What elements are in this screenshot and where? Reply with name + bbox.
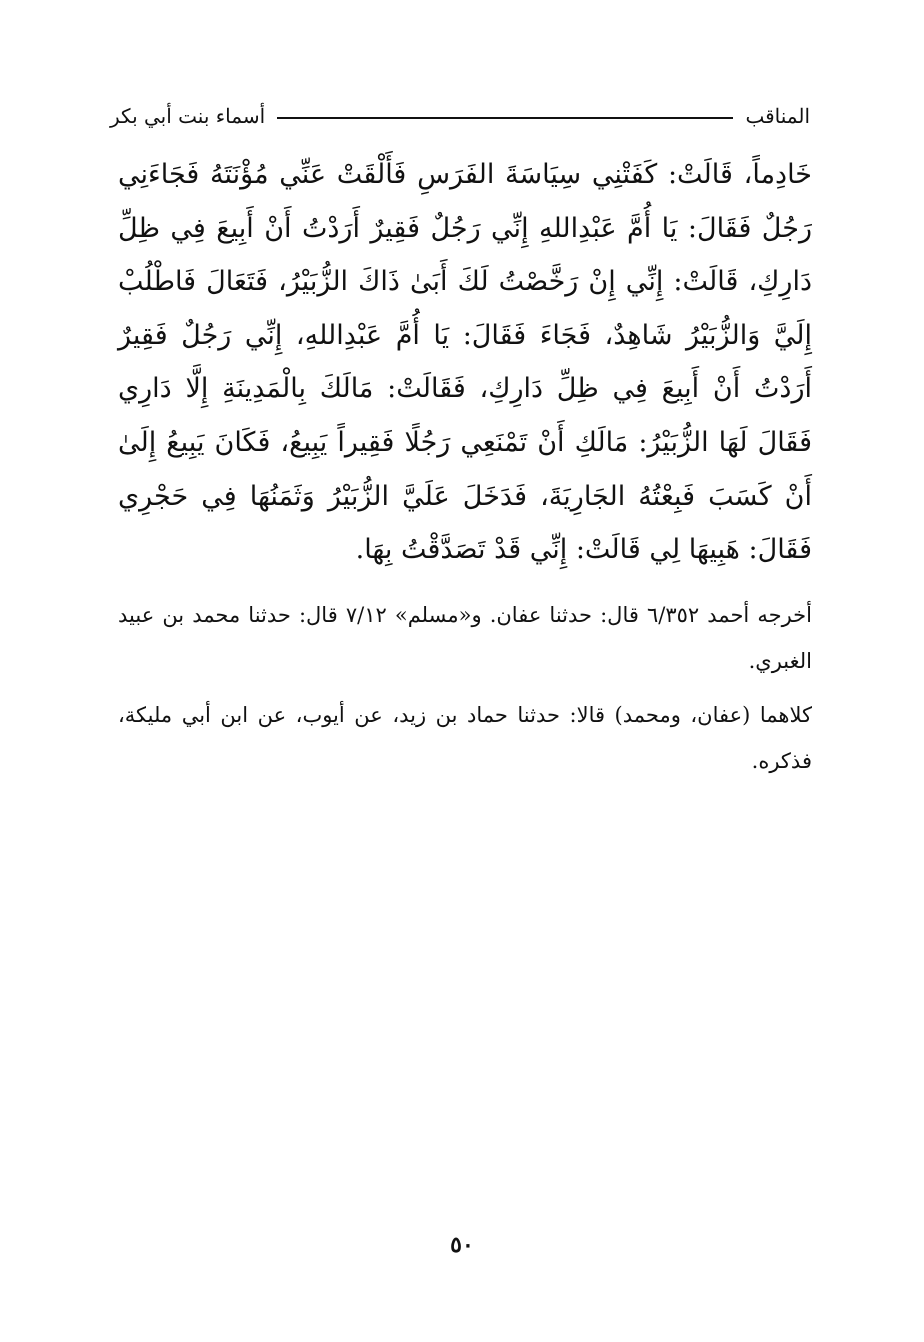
- hadith-text: خَادِماً، قَالَتْ: كَفَتْنِي سِيَاسَةَ الفَرَسِ فَأَلْقَتْ عَنِّي مُؤْنَتَهُ فَجَاءَنِي رَجُلٌ فَقَالَ: يَا أُمَّ عَبْدِاللهِ إِنِّي رَجُلٌ فَقِيرٌ أَرَدْتُ أَنْ أَبِيعَ فِي ظِلِّ دَارِكِ، قَالَتْ: إِنِّي إِنْ رَخَّصْتُ لَكَ أَبَىٰ ذَاكَ الزُّبَيْرُ، فَتَعَالَ فَاطْلُبْ إِلَيَّ وَالزُّبَيْرُ شَاهِدٌ، فَجَاءَ فَقَالَ: يَا أُمَّ عَبْدِاللهِ، إِنِّي رَجُلٌ فَقِيرٌ أَرَدْتُ أَنْ أَبِيعَ فِي ظِلِّ دَارِكِ، فَقَالَتْ: مَالَكَ بِالْمَدِينَةِ إِلَّا دَارِي فَقَالَ لَهَا الزُّبَيْرُ: مَالَكِ أَنْ تَمْنَعِي رَجُلًا فَقِيراً يَبِيعُ، فَكَانَ يَبِيعُ إِلَىٰ أَنْ كَسَبَ فَبِعْتُهُ الجَارِيَةَ، فَدَخَلَ عَلَيَّ الزُّبَيْرُ وَثَمَنُهَا فِي حَجْرِي فَقَالَ: هَبِيهَا لِي قَالَتْ: إِنِّي قَدْ تَصَدَّقْتُ بِهَا.: [118, 159, 812, 566]
- chapter-title: أسماء بنت أبي بكر: [110, 104, 266, 128]
- running-header: [110, 98, 810, 134]
- section-title: المناقب: [745, 104, 810, 128]
- footnote-paragraph: أخرجه أحمد ٦/٣٥٢ قال: حدثنا عفان. و«مسلم» ٧/١٢ قال: حدثنا محمد بن عبيد الغبري.: [118, 603, 812, 673]
- takhrij-notes: [118, 592, 812, 792]
- header-rule: [277, 117, 733, 119]
- page-number: ٥٠: [450, 1232, 474, 1258]
- footnote-paragraph: كلاهما (عفان، ومحمد) قالا: حدثنا حماد بن زيد، عن أيوب، عن ابن أبي مليكة، فذكره.: [118, 703, 812, 773]
- main-text-block: [118, 148, 812, 577]
